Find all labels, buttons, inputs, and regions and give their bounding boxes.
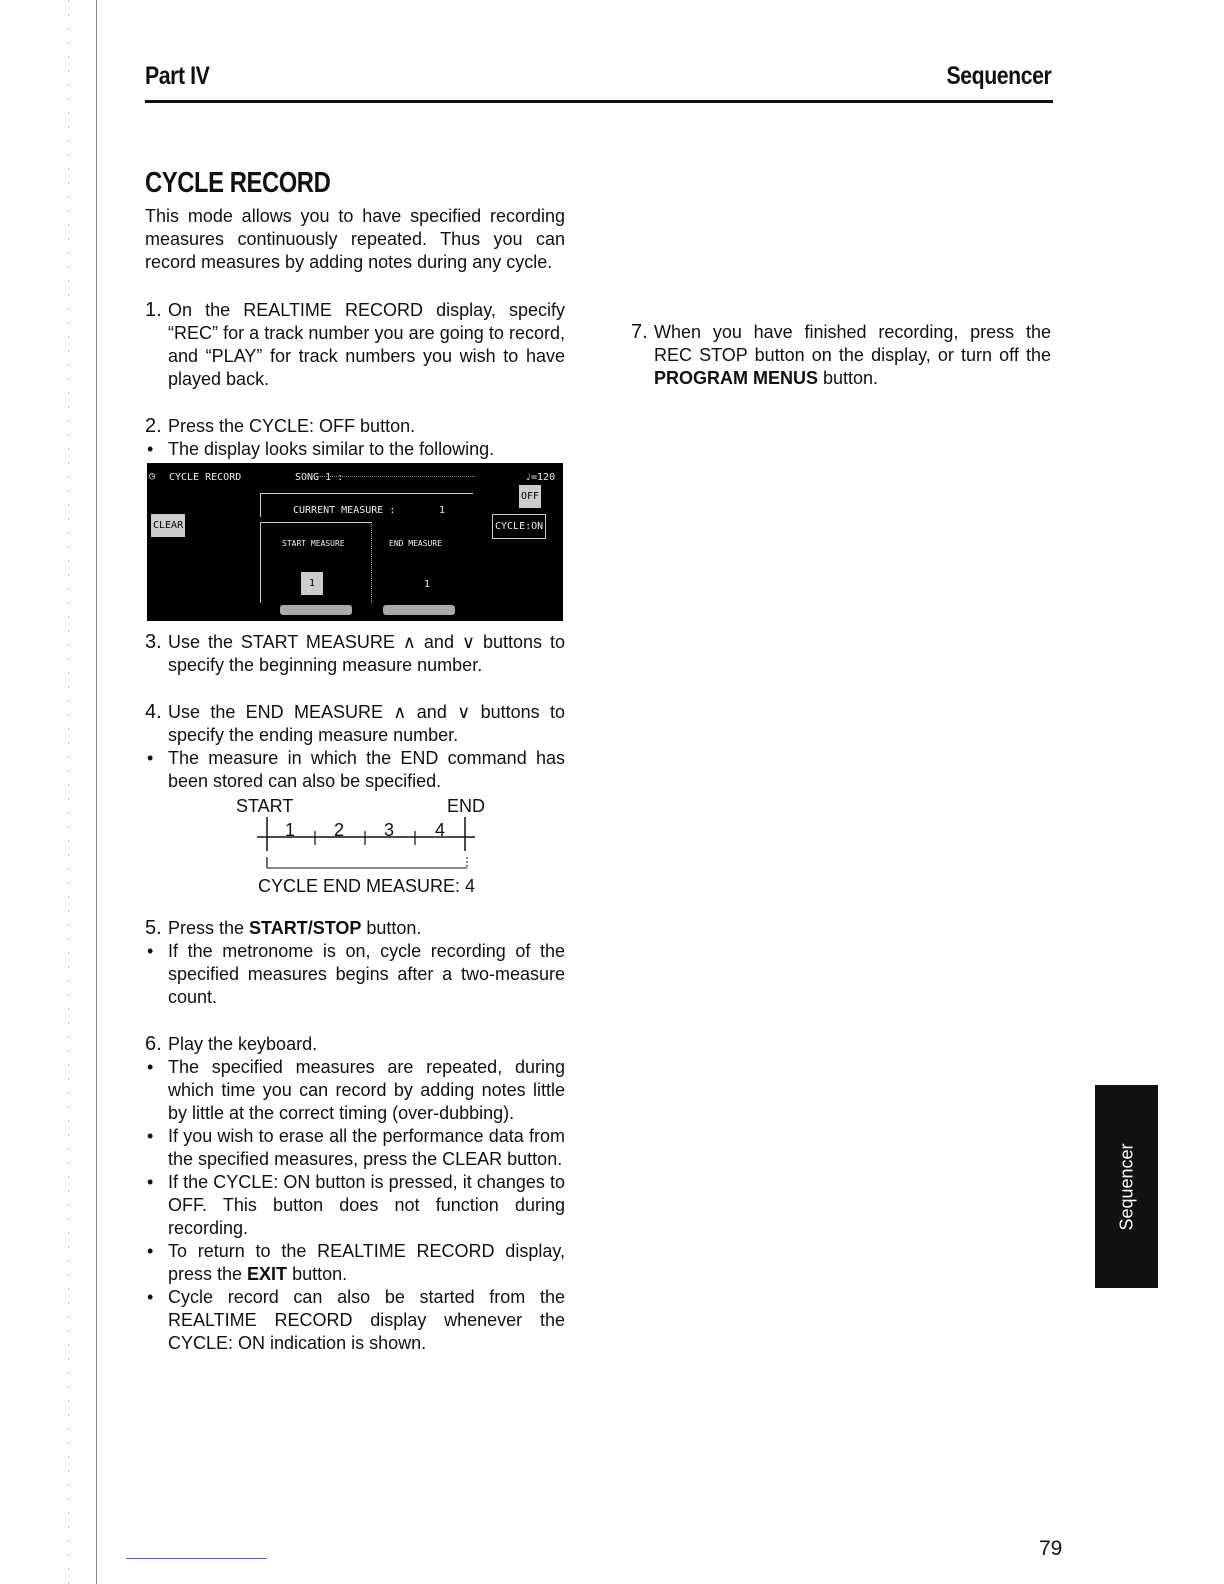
step-number: 7.	[631, 321, 648, 343]
bullet-dot: •	[147, 1241, 154, 1261]
binding-margin-line	[96, 0, 97, 1584]
section-title: CYCLE RECORD	[145, 167, 331, 199]
footer-rule	[126, 1558, 267, 1559]
clock-icon: ◷	[149, 471, 156, 482]
step-number: 1.	[145, 299, 162, 321]
step-1	[145, 299, 565, 391]
left-column	[145, 205, 565, 1379]
diagram-measure-1: 1	[285, 820, 296, 840]
measure-diagram	[145, 795, 565, 905]
lcd-display-screenshot	[147, 463, 563, 621]
lcd-end-measure-label: END MEASURE	[389, 539, 442, 548]
diagram-measure-4: 4	[435, 820, 446, 840]
bullet-dot: •	[147, 439, 154, 459]
lcd-tempo: ♩=120	[525, 472, 556, 483]
bullet-item: • To return to the REALTIME RECORD display, press the EXIT button.	[147, 1241, 565, 1284]
bullet-dot: •	[147, 748, 154, 768]
lcd-start-measure-label: START MEASURE	[282, 539, 345, 548]
step-text: Press the CYCLE: OFF button.	[168, 416, 416, 436]
lcd-end-value: 1	[424, 579, 431, 590]
lcd-clear-button: CLEAR	[151, 514, 185, 537]
bullet-dot: •	[147, 1126, 154, 1146]
lcd-end-updown-buttons	[383, 605, 455, 615]
chapter-side-tab	[1095, 1085, 1158, 1288]
right-column	[631, 321, 1051, 414]
bullet-item: • If the CYCLE: ON button is pressed, it changes to OFF. This button does not function during recording.	[147, 1172, 565, 1238]
diagram-timeline	[145, 795, 565, 885]
diagram-end-label: END	[447, 796, 486, 816]
lcd-start-updown-buttons	[280, 605, 352, 615]
step-text: Use the END MEASURE ∧ and ∨ buttons to specify the ending measure number.	[168, 702, 565, 745]
step-text: Press the START/STOP button.	[168, 918, 422, 938]
bullet-dot: •	[147, 941, 154, 961]
bullet-dot: •	[147, 1172, 154, 1192]
step-5	[145, 917, 565, 1009]
bullet-dot: •	[147, 1057, 154, 1077]
bullet-item: • If the metronome is on, cycle recording of the specified measures begins after a two-measure count.	[147, 941, 565, 1007]
intro-paragraph: This mode allows you to have specified recording measures continuously repeated. Thus you can record measures by adding notes during any cycle.	[145, 206, 565, 272]
step-number: 6.	[145, 1033, 162, 1055]
lcd-start-value: 1	[301, 572, 323, 595]
diagram-caption: CYCLE END MEASURE: 4	[258, 876, 476, 896]
lcd-song-name-line	[310, 476, 475, 477]
page-number: 79	[1039, 1537, 1063, 1560]
bullet-item: • The measure in which the END command has been stored can also be specified.	[147, 748, 565, 791]
lcd-cycle-button: CYCLE:ON	[492, 514, 546, 539]
step-number: 3.	[145, 631, 162, 653]
bullet-item: • The display looks similar to the following.	[147, 439, 495, 459]
margin-dots	[68, 0, 69, 1584]
step-7	[631, 321, 1051, 390]
bullet-item: • Cycle record can also be started from the REALTIME RECORD display whenever the CYCLE: ON indication is shown.	[147, 1287, 565, 1353]
lcd-song: SONG 1 :	[295, 472, 344, 483]
header-part: Part IV	[145, 62, 210, 90]
bullet-item: • The specified measures are repeated, during which time you can record by adding notes little by little at the correct timing (over-dubbing).	[147, 1057, 565, 1123]
bullet-dot: •	[147, 1287, 154, 1307]
lcd-current-measure-label: CURRENT MEASURE :	[293, 505, 396, 516]
step-text: Play the keyboard.	[168, 1034, 318, 1054]
bullet-item: • If you wish to erase all the performance data from the specified measures, press the CLEAR button.	[147, 1126, 565, 1169]
step-text: When you have finished recording, press the REC STOP button on the display, or turn off the PROGRAM MENUS button.	[654, 322, 1051, 388]
step-text: On the REALTIME RECORD display, specify “REC” for a track number you are going to record, and “PLAY” for track numbers you wish to have played back.	[168, 300, 565, 389]
step-number: 5.	[145, 917, 162, 939]
diagram-start-label: START	[236, 796, 294, 816]
step-number: 4.	[145, 701, 162, 723]
header-rule	[145, 100, 1053, 103]
step-number: 2.	[145, 415, 162, 437]
step-6	[145, 1033, 565, 1355]
step-3	[145, 631, 565, 677]
diagram-measure-3: 3	[384, 820, 395, 840]
diagram-measure-2: 2	[334, 820, 345, 840]
step-2	[145, 415, 565, 621]
step-4	[145, 701, 565, 905]
side-tab-label: Sequencer	[1116, 1142, 1136, 1231]
step-text: Use the START MEASURE ∧ and ∨ buttons to specify the beginning measure number.	[168, 632, 565, 675]
lcd-current-measure-value: 1	[439, 505, 446, 516]
lcd-off-button: OFF	[519, 485, 541, 508]
lcd-title: CYCLE RECORD	[169, 472, 242, 483]
header-chapter: Sequencer	[946, 62, 1051, 90]
